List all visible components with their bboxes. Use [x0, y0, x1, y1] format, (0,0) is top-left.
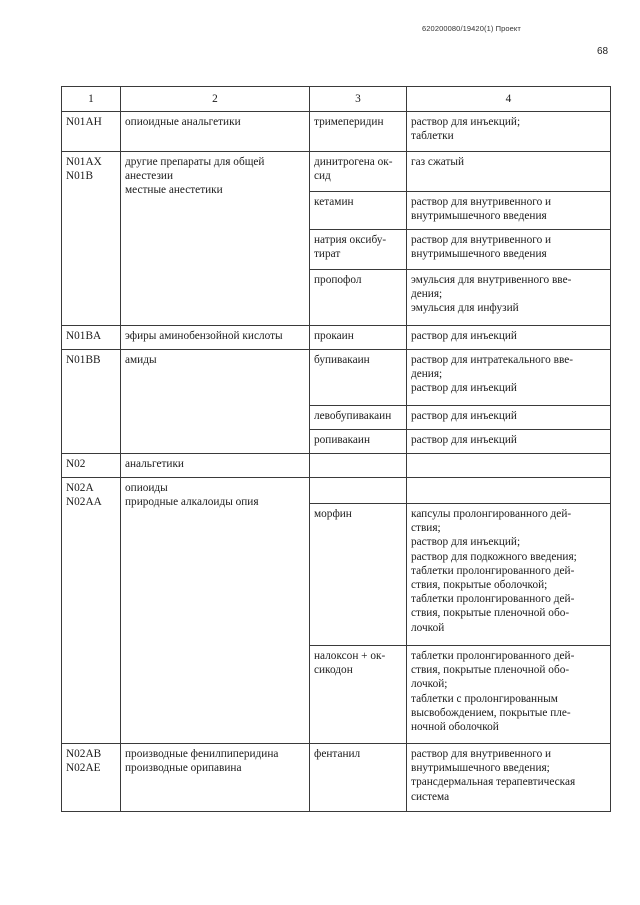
drug-name-cell: левобупивакаин — [310, 406, 407, 430]
anatomical-group-cell: производные фенилпиперидина производные орипавина — [121, 744, 310, 812]
dosage-form-cell: газ сжатый — [407, 152, 611, 192]
column-header: 3 — [310, 87, 407, 112]
drug-name-cell — [310, 454, 407, 478]
atc-code-cell: N01BA — [62, 326, 121, 350]
column-header: 4 — [407, 87, 611, 112]
table-row — [62, 326, 611, 350]
drug-table — [61, 86, 611, 812]
atc-code-cell: N01AX N01B — [62, 152, 121, 326]
dosage-form-cell: раствор для инъекций — [407, 430, 611, 454]
drug-name-cell: прокаин — [310, 326, 407, 350]
drug-name-cell: бупивакаин — [310, 350, 407, 406]
table-row — [62, 744, 611, 812]
dosage-form-cell: раствор для инъекций — [407, 326, 611, 350]
dosage-form-cell: таблетки пролонгированного дей- ствия, покрытые пленочной обо- лочкой; таблетки с пролонгированным высвобождением, покрытые пле- ночной оболочкой — [407, 646, 611, 744]
atc-code-cell: N01BB — [62, 350, 121, 454]
dosage-form-cell: раствор для внутривенного и внутримышечного введения — [407, 230, 611, 270]
drug-name-cell: тримеперидин — [310, 112, 407, 152]
dosage-form-cell: эмульсия для внутривенного вве- дения; эмульсия для инфузий — [407, 270, 611, 326]
column-header: 2 — [121, 87, 310, 112]
dosage-form-cell — [407, 478, 611, 504]
atc-code-cell: N02 — [62, 454, 121, 478]
atc-code-cell: N02A N02AA — [62, 478, 121, 744]
anatomical-group-cell: опиоидные анальгетики — [121, 112, 310, 152]
dosage-form-cell: раствор для внутривенного и внутримышечного введения; трансдермальная терапевтическая система — [407, 744, 611, 812]
table-row — [62, 152, 611, 192]
anatomical-group-cell: анальгетики — [121, 454, 310, 478]
dosage-form-cell: раствор для внутривенного и внутримышечного введения — [407, 192, 611, 230]
dosage-form-cell: раствор для инъекций; таблетки — [407, 112, 611, 152]
page-number: 68 — [597, 46, 609, 57]
anatomical-group-cell: другие препараты для общей анестезии местные анестетики — [121, 152, 310, 326]
table-header-row — [62, 87, 611, 112]
atc-code-cell: N02AB N02AE — [62, 744, 121, 812]
table-row — [62, 478, 611, 504]
atc-code-cell: N01AH — [62, 112, 121, 152]
anatomical-group-cell: эфиры аминобензойной кислоты — [121, 326, 310, 350]
drug-name-cell — [310, 478, 407, 504]
drug-name-cell: кетамин — [310, 192, 407, 230]
dosage-form-cell: раствор для инъекций — [407, 406, 611, 430]
column-header: 1 — [62, 87, 121, 112]
drug-name-cell: фентанил — [310, 744, 407, 812]
table-row — [62, 112, 611, 152]
dosage-form-cell — [407, 454, 611, 478]
drug-name-cell: динитрогена ок- сид — [310, 152, 407, 192]
dosage-form-cell: раствор для интратекального вве- дения; раствор для инъекций — [407, 350, 611, 406]
drug-name-cell: пропофол — [310, 270, 407, 326]
drug-name-cell: налоксон + ок- сикодон — [310, 646, 407, 744]
table-row — [62, 454, 611, 478]
dosage-form-cell: капсулы пролонгированного дей- ствия; раствор для инъекций; раствор для подкожного введения; таблетки пролонгированного дей- ствия, покрытые оболочкой; таблетки пролонгированного дей- ствия, покрытые пленочной обо- лочкой — [407, 504, 611, 646]
drug-name-cell: морфин — [310, 504, 407, 646]
document-code: 620200080/19420(1) Проект — [422, 24, 521, 33]
table-row — [62, 350, 611, 406]
anatomical-group-cell: опиоиды природные алкалоиды опия — [121, 478, 310, 744]
drug-name-cell: натрия оксибу- тират — [310, 230, 407, 270]
anatomical-group-cell: амиды — [121, 350, 310, 454]
drug-name-cell: ропивакаин — [310, 430, 407, 454]
